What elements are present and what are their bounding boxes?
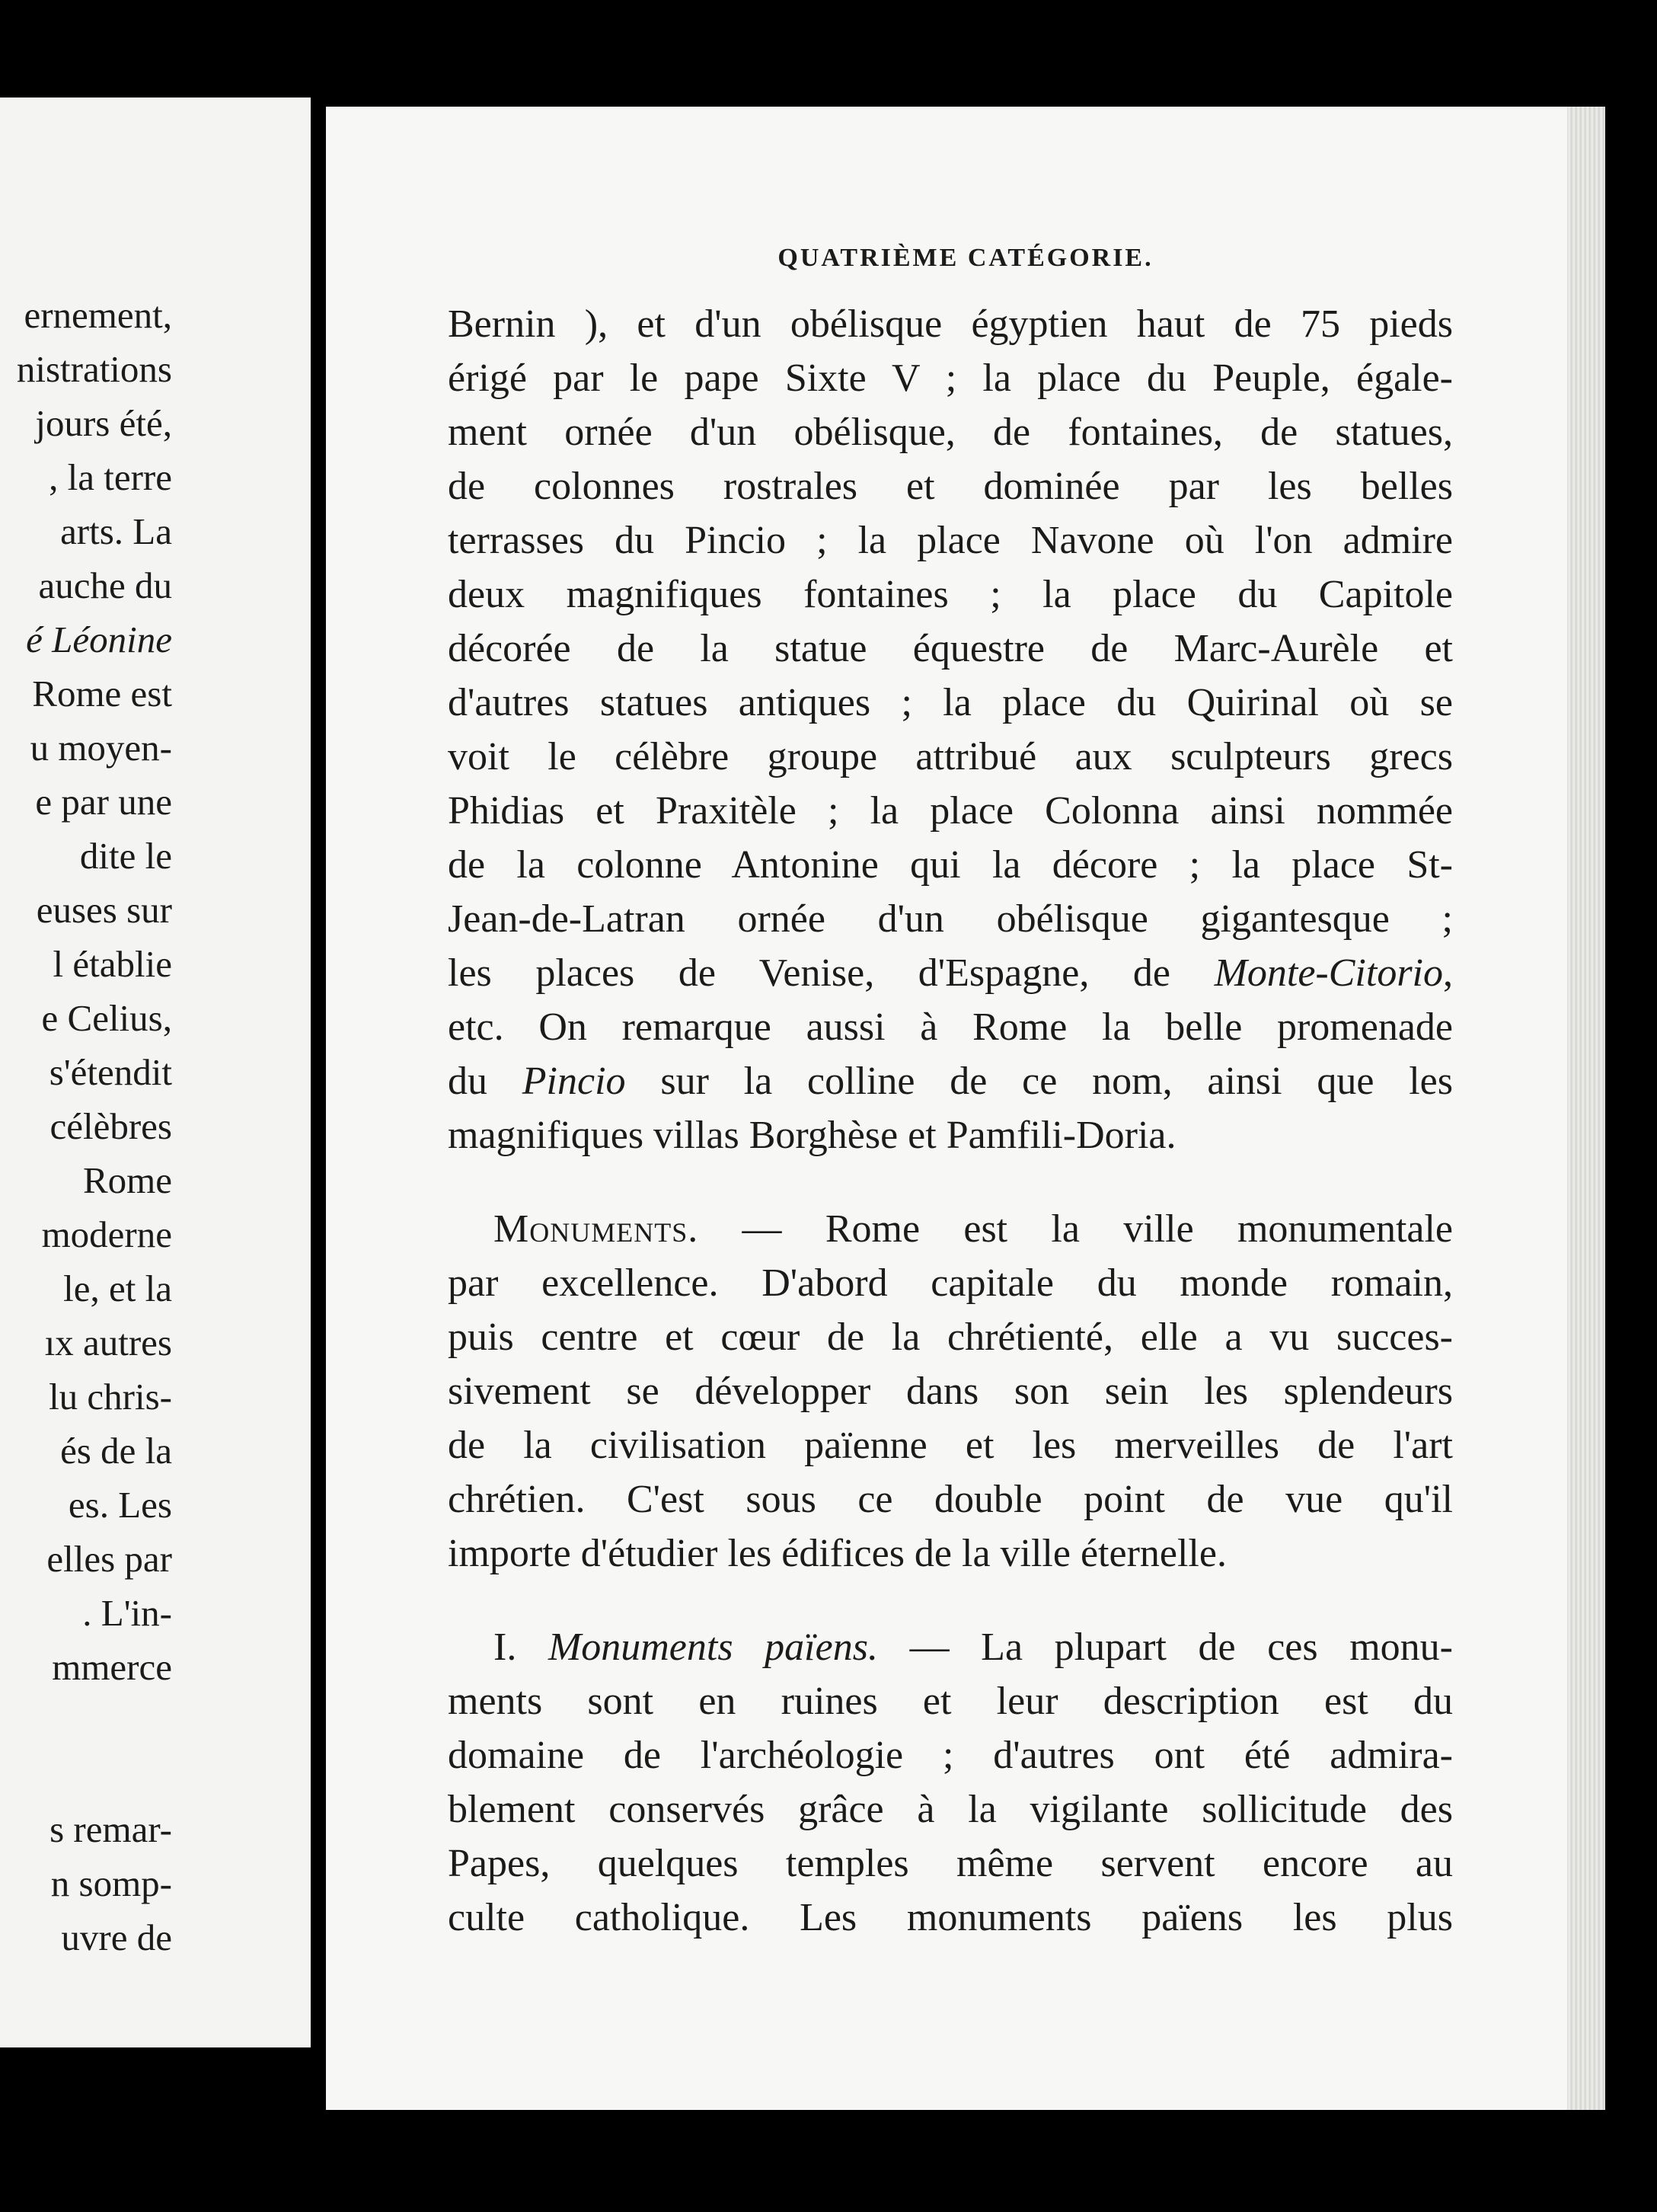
text-line: Rome est <box>32 673 172 714</box>
text-line: domaine de l'archéologie ; d'autres ont été admira- <box>448 1734 1453 1777</box>
text-line: ernement, <box>24 294 172 336</box>
text-run: — La plupart de ces monu- <box>877 1625 1453 1669</box>
text-line <box>448 1054 1453 1108</box>
text-line: érigé par le pape Sixte V ; la place du Peuple, égale- <box>448 356 1453 400</box>
text-line: le, et la <box>63 1267 172 1309</box>
section-heading: Monuments païens. <box>548 1625 878 1669</box>
text-line: ments sont en ruines et leur description est du <box>448 1680 1453 1723</box>
text-line: uvre de <box>61 1916 172 1958</box>
text-line: magnifiques villas Borghèse et Pamfili-Doria. <box>448 1114 1177 1157</box>
text-line: chrétien. C'est sous ce double point de vue qu'il <box>448 1478 1453 1521</box>
text-line: dite le <box>79 835 172 877</box>
previous-page-text <box>0 288 172 1964</box>
text-line: . L'in- <box>82 1592 172 1634</box>
current-page <box>326 107 1605 2110</box>
text-line: és de la <box>60 1430 172 1472</box>
text-line: elles par <box>46 1538 172 1580</box>
paragraph-gap <box>448 1162 1453 1202</box>
text-line: ment ornée d'un obélisque, de fontaines, de statues, <box>448 411 1453 454</box>
text-run: — Rome est la ville monumentale <box>698 1207 1453 1251</box>
text-line: ıx autres <box>44 1322 172 1363</box>
text-line: de la colonne Antonine qui la décore ; la place St- <box>448 843 1453 887</box>
text-line: décorée de la statue équestre de Marc-Aurèle et <box>448 627 1453 670</box>
text-run: du <box>448 1060 522 1103</box>
text-line: deux magnifiques fontaines ; la place du Capitole <box>448 573 1453 616</box>
running-head: QUATRIÈME CATÉGORIE. <box>777 244 1154 272</box>
text-line: arts. La <box>60 510 172 552</box>
text-line: de la civilisation païenne et les merveilles de l'art <box>448 1424 1453 1467</box>
text-line: Bernin ), et d'un obélisque égyptien haut de 75 pieds <box>448 302 1453 346</box>
text-line: Rome <box>82 1159 172 1201</box>
text-line: mmerce <box>52 1646 172 1688</box>
section-heading: Monuments. <box>493 1207 699 1251</box>
text-line: es. Les <box>68 1484 172 1526</box>
text-line: de colonnes rostrales et dominée par les belles <box>448 465 1453 508</box>
text-line: voit le célèbre groupe attribué aux sculpteurs grecs <box>448 735 1453 778</box>
text-line: lu chris- <box>49 1376 172 1418</box>
text-line: Jean-de-Latran ornée d'un obélisque gigantesque ; <box>448 897 1453 941</box>
text-line: célèbres <box>49 1105 172 1147</box>
text-line: n somp- <box>50 1862 172 1904</box>
italic-place-name: Monte-Citorio <box>1214 951 1443 995</box>
text-run: sur la colline de ce nom, ainsi que les <box>625 1060 1453 1103</box>
text-line: Phidias et Praxitèle ; la place Colonna ainsi nommée <box>448 789 1453 833</box>
text-line: terrasses du Pincio ; la place Navone où l'on admire <box>448 519 1453 562</box>
text-line: sivement se développer dans son sein les splendeurs <box>448 1370 1453 1413</box>
text-line <box>448 1620 1453 1674</box>
text-line: s'étendit <box>49 1051 172 1093</box>
text-line: e par une <box>35 781 172 823</box>
book-gutter <box>311 0 326 2212</box>
blank-line <box>0 1694 172 1802</box>
section-number: I. <box>493 1625 548 1669</box>
text-line: auche du <box>38 564 172 606</box>
text-line <box>448 1202 1453 1256</box>
paragraph-gap <box>448 1581 1453 1620</box>
text-line <box>448 946 1453 1000</box>
text-line: par excellence. D'abord capitale du monde romain, <box>448 1261 1453 1305</box>
text-line: puis centre et cœur de la chrétienté, elle a vu succes- <box>448 1315 1453 1359</box>
italic-place-name: Pincio <box>522 1060 626 1103</box>
text-line: jours été, <box>35 402 172 444</box>
previous-page <box>0 97 311 2047</box>
text-line: etc. On remarque aussi à Rome la belle promenade <box>448 1005 1453 1049</box>
text-line: u moyen- <box>30 727 172 769</box>
text-line: culte catholique. Les monuments païens les plus <box>448 1896 1453 1939</box>
text-run: , <box>1443 951 1453 995</box>
text-line: Papes, quelques temples même servent encore au <box>448 1842 1453 1885</box>
text-line: l établie <box>53 943 172 985</box>
text-line: euses sur <box>36 889 172 931</box>
body-text <box>448 297 1453 1945</box>
text-line: é Léonine <box>26 619 172 660</box>
text-line: s remar- <box>49 1808 172 1850</box>
page-edge <box>1567 107 1605 2110</box>
text-line: , la terre <box>49 456 172 498</box>
text-run: les places de Venise, d'Espagne, de <box>448 951 1215 995</box>
text-line: e Celius, <box>41 997 172 1039</box>
text-line: moderne <box>41 1213 172 1255</box>
text-line: importe d'étudier les édifices de la ville éternelle. <box>448 1532 1227 1575</box>
text-line: d'autres statues antiques ; la place du Quirinal où se <box>448 681 1453 724</box>
text-line: nistrations <box>16 348 172 390</box>
text-line: blement conservés grâce à la vigilante sollicitude des <box>448 1788 1453 1831</box>
